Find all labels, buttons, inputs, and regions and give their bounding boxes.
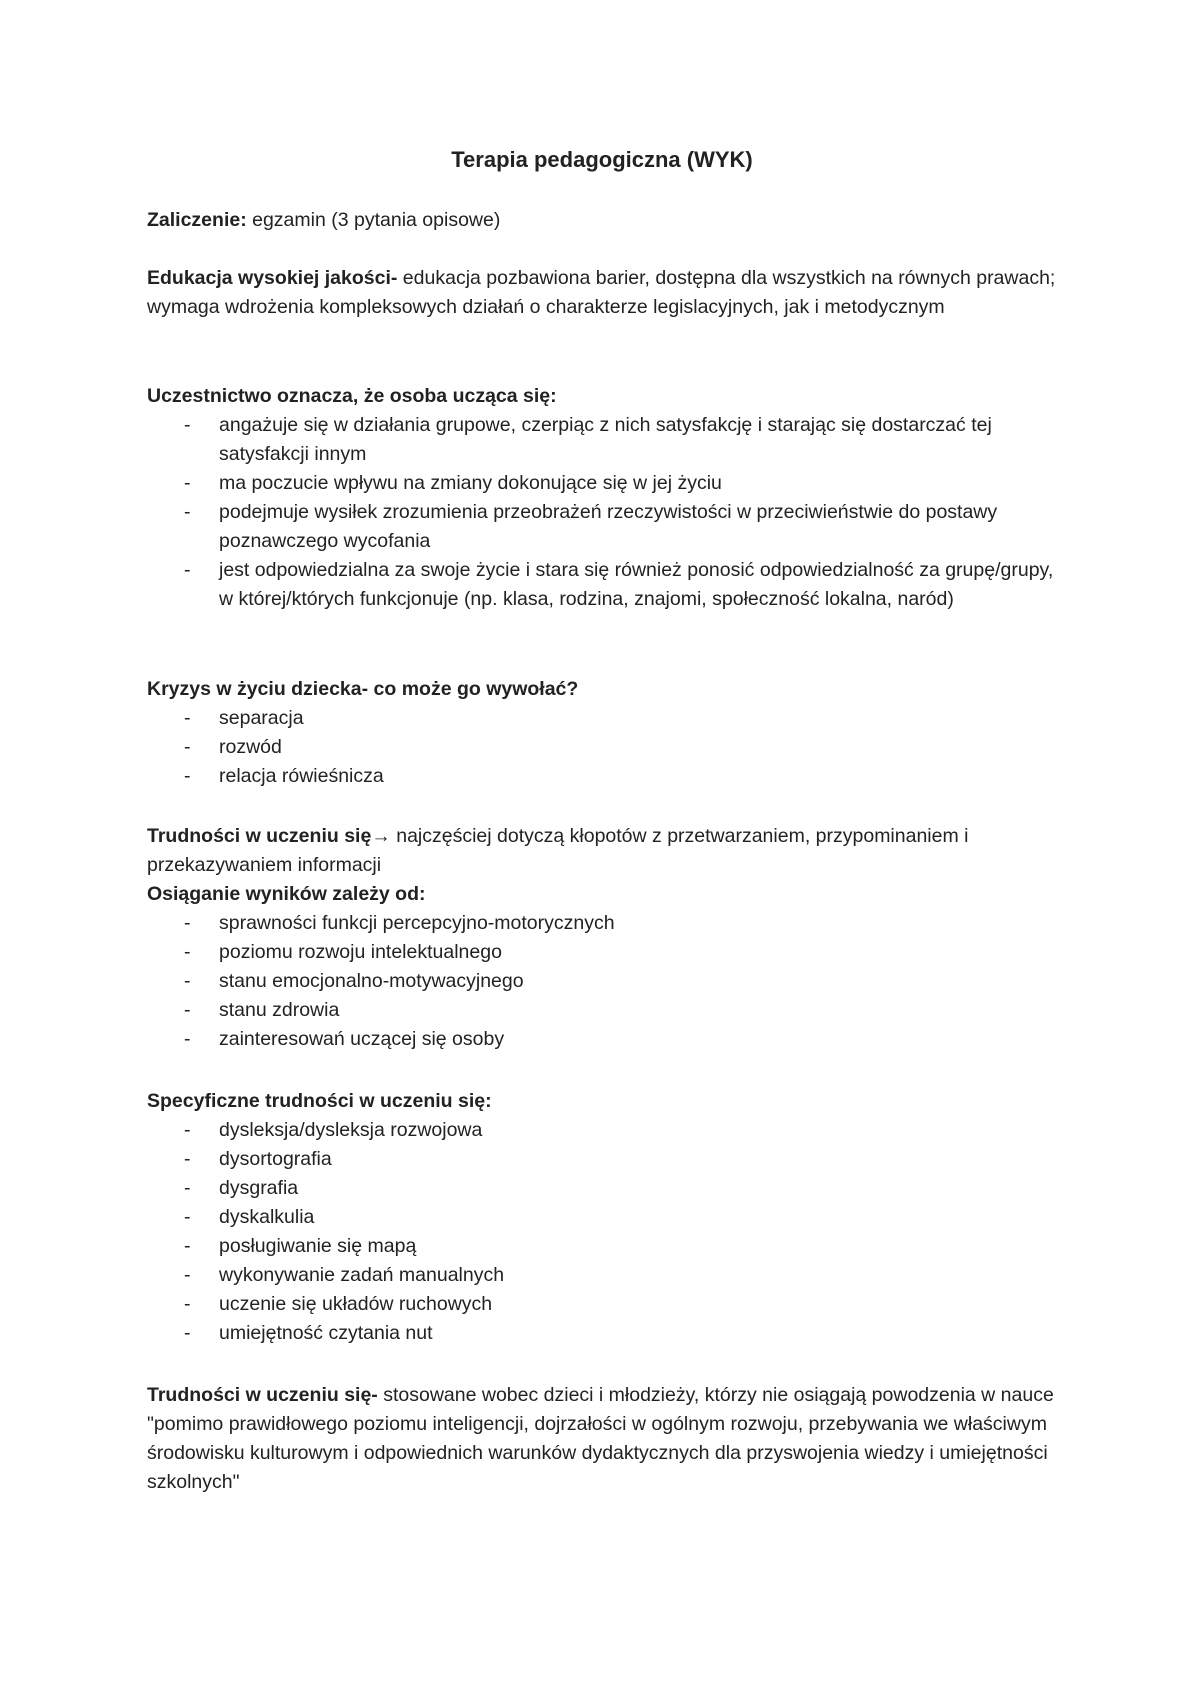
edukacja-label: Edukacja wysokiej jakości- bbox=[147, 267, 398, 289]
trudnosci-definition-text: stosowane wobec dzieci i młodzieży, którzy nie osiągają powodzenia w nauce "pomimo prawidłowego poziomu inteligencji, dojrzałości w ogólnym rozwoju, przebywania we właściwym środowisku kulturowym i odpowiednich warunków dydaktycznych dla przyswojenia wiedzy i umiejętności szkolnych" bbox=[147, 1384, 1054, 1493]
list-item bbox=[147, 967, 1067, 996]
uczestnictwo-heading bbox=[147, 382, 1067, 411]
list-item-text: angażuje się w działania grupowe, czerpiąc z nich satysfakcję i starając się dostarczać tej satysfakcji innym bbox=[219, 414, 992, 465]
list-item bbox=[147, 1174, 1067, 1203]
dash-bullet: - bbox=[184, 736, 191, 758]
list-item bbox=[147, 1145, 1067, 1174]
dash-bullet: - bbox=[184, 1293, 191, 1315]
dash-bullet: - bbox=[184, 707, 191, 729]
list-item-text: podejmuje wysiłek zrozumienia przeobrażeń rzeczywistości w przeciwieństwie do postawy poznawczego wycofania bbox=[219, 501, 998, 552]
zaliczenie-paragraph bbox=[147, 206, 1067, 235]
list-item bbox=[147, 733, 1067, 762]
uczestnictwo-list bbox=[147, 411, 1067, 614]
list-item-text: posługiwanie się mapą bbox=[219, 1235, 417, 1257]
edukacja-text: edukacja pozbawiona barier, dostępna dla wszystkich na równych prawach; wymaga wdrożenia kompleksowych działań o charakterze legislacyjnych, jak i metodycznym bbox=[147, 267, 1056, 318]
list-item-text: wykonywanie zadań manualnych bbox=[219, 1264, 505, 1286]
dash-bullet: - bbox=[184, 941, 191, 963]
list-item-text: rozwód bbox=[219, 736, 282, 758]
osiaganie-heading bbox=[147, 880, 1067, 909]
trudnosci-definition-section bbox=[147, 1381, 1067, 1497]
list-item bbox=[147, 909, 1067, 938]
dash-bullet: - bbox=[184, 912, 191, 934]
dash-bullet: - bbox=[184, 1322, 191, 1344]
list-item-text: zainteresowań uczącej się osoby bbox=[219, 1028, 505, 1050]
list-item-text: relacja rówieśnicza bbox=[219, 765, 384, 787]
specyficzne-heading bbox=[147, 1087, 1067, 1116]
list-item-text: jest odpowiedzialna za swoje życie i stara się również ponosić odpowiedzialność za grupę/grupy, w której/których funkcjonuje (np. klasa, rodzina, znajomi, społeczność lokalna, naród) bbox=[219, 559, 1054, 610]
list-item bbox=[147, 1290, 1067, 1319]
dash-bullet: - bbox=[184, 1177, 191, 1199]
list-item-text: ma poczucie wpływu na zmiany dokonujące się w jej życiu bbox=[219, 472, 722, 494]
list-item-text: separacja bbox=[219, 707, 304, 729]
list-item-text: dyskalkulia bbox=[219, 1206, 315, 1228]
trudnosci-paragraph bbox=[147, 822, 1067, 880]
kryzys-heading-text: Kryzys w życiu dziecka- co może go wywołać? bbox=[147, 678, 579, 700]
osiaganie-heading-text: Osiąganie wyników zależy od: bbox=[147, 883, 426, 905]
list-item bbox=[147, 996, 1067, 1025]
dash-bullet: - bbox=[184, 1264, 191, 1286]
edukacja-section bbox=[147, 264, 1067, 322]
list-item bbox=[147, 762, 1067, 791]
list-item-text: uczenie się układów ruchowych bbox=[219, 1293, 493, 1315]
kryzys-heading bbox=[147, 675, 1067, 704]
list-item bbox=[147, 1232, 1067, 1261]
specyficzne-section bbox=[147, 1087, 1067, 1348]
edukacja-paragraph bbox=[147, 264, 1067, 322]
trudnosci-definition-label: Trudności w uczeniu się- bbox=[147, 1384, 378, 1406]
list-item bbox=[147, 556, 1067, 614]
zaliczenie-section bbox=[147, 206, 1067, 235]
dash-bullet: - bbox=[184, 1235, 191, 1257]
list-item bbox=[147, 1116, 1067, 1145]
list-item-text: sprawności funkcji percepcyjno-motorycznych bbox=[219, 912, 615, 934]
uczestnictwo-heading-text: Uczestnictwo oznacza, że osoba ucząca się: bbox=[147, 385, 557, 407]
list-item-text: dysgrafia bbox=[219, 1177, 299, 1199]
dash-bullet: - bbox=[184, 501, 191, 523]
list-item-text: dysortografia bbox=[219, 1148, 332, 1170]
list-item bbox=[147, 469, 1067, 498]
list-item bbox=[147, 1261, 1067, 1290]
list-item bbox=[147, 1203, 1067, 1232]
dash-bullet: - bbox=[184, 765, 191, 787]
list-item-text: stanu zdrowia bbox=[219, 999, 340, 1021]
trudnosci-definition-paragraph bbox=[147, 1381, 1067, 1497]
list-item-text: stanu emocjonalno-motywacyjnego bbox=[219, 970, 524, 992]
dash-bullet: - bbox=[184, 1148, 191, 1170]
dash-bullet: - bbox=[184, 414, 191, 436]
dash-bullet: - bbox=[184, 999, 191, 1021]
kryzys-section bbox=[147, 675, 1067, 791]
list-item bbox=[147, 1319, 1067, 1348]
list-item bbox=[147, 938, 1067, 967]
specyficzne-heading-text: Specyficzne trudności w uczeniu się: bbox=[147, 1090, 492, 1112]
trudnosci-label: Trudności w uczeniu się bbox=[147, 825, 372, 847]
list-item bbox=[147, 498, 1067, 556]
trudnosci-text: → najczęściej dotyczą kłopotów z przetwarzaniem, przypominaniem i przekazywaniem informacji bbox=[147, 825, 969, 876]
dash-bullet: - bbox=[184, 472, 191, 494]
list-item-text: umiejętność czytania nut bbox=[219, 1322, 433, 1344]
list-item-text: poziomu rozwoju intelektualnego bbox=[219, 941, 502, 963]
uczestnictwo-section bbox=[147, 382, 1067, 614]
specyficzne-list bbox=[147, 1116, 1067, 1348]
dash-bullet: - bbox=[184, 970, 191, 992]
zaliczenie-label: Zaliczenie: bbox=[147, 209, 247, 231]
list-item bbox=[147, 411, 1067, 469]
dash-bullet: - bbox=[184, 1028, 191, 1050]
dash-bullet: - bbox=[184, 559, 191, 581]
kryzys-list bbox=[147, 704, 1067, 791]
list-item bbox=[147, 704, 1067, 733]
osiaganie-list bbox=[147, 909, 1067, 1054]
page-title: Terapia pedagogiczna (WYK) bbox=[451, 147, 753, 172]
dash-bullet: - bbox=[184, 1206, 191, 1228]
list-item-text: dysleksja/dysleksja rozwojowa bbox=[219, 1119, 483, 1141]
zaliczenie-text: egzamin (3 pytania opisowe) bbox=[246, 209, 501, 231]
list-item bbox=[147, 1025, 1067, 1054]
trudnosci-section bbox=[147, 822, 1067, 1054]
dash-bullet: - bbox=[184, 1119, 191, 1141]
